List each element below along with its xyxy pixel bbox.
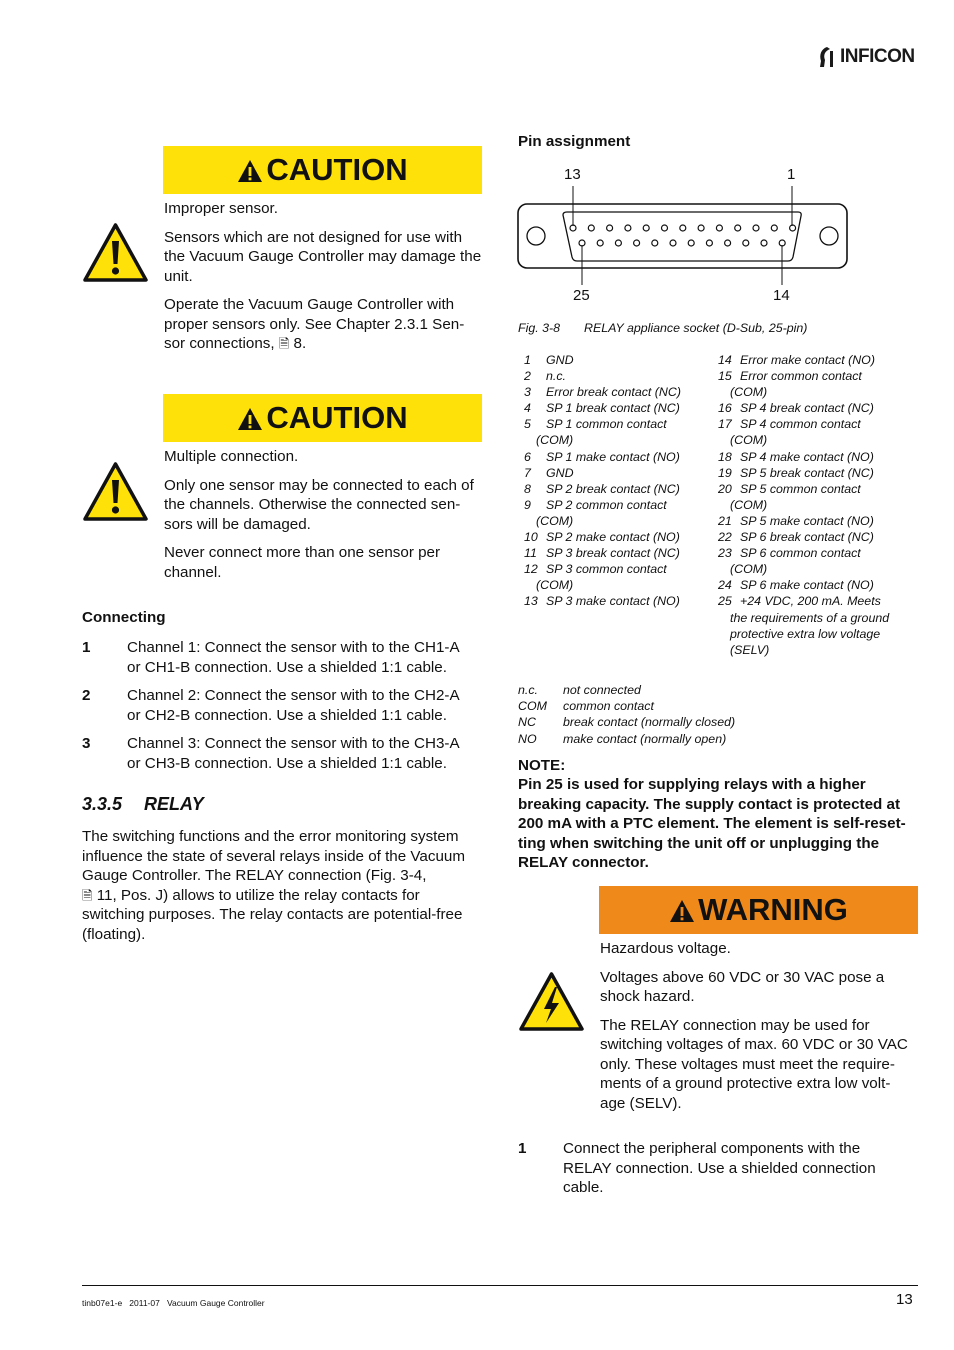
pin-list-left	[518, 352, 713, 610]
connector-pin	[615, 240, 621, 246]
connector-pin	[706, 240, 712, 246]
caution-1-title: Improper sensor.	[164, 200, 278, 217]
section-heading	[82, 794, 204, 815]
note-block: NOTE: Pin 25 is used for supplying relays with a higher breaking capacity. The supply contact is protected at 200 mA with a PTC element. The element is self-reset- ting when switching the unit off or unplugging the RELAY connector.	[518, 757, 906, 872]
pin-row: (COM)	[730, 433, 768, 448]
high-voltage-icon	[518, 971, 585, 1032]
connecting-step-3: 3 Channel 3: Connect the sensor with to the CH3-A or CH3-B connection. Use a shielded 1:1 cable.	[82, 735, 460, 772]
figure-caption	[518, 320, 807, 336]
connector-pin	[735, 225, 741, 231]
pin-label-13: 13	[564, 166, 581, 183]
warning-triangle-icon	[669, 899, 695, 923]
pin-row: 18 SP 4 make contact (NO)	[718, 449, 874, 464]
pin-row: the requirements of a ground	[730, 610, 890, 625]
pin-row: 19 SP 5 break contact (NC)	[718, 465, 874, 480]
pin-row: 3 Error break contact (NC)	[524, 385, 681, 400]
pin-row: 5 SP 1 common contact	[524, 417, 667, 432]
caution-banner-2	[163, 394, 482, 442]
pin-label-25: 25	[573, 287, 590, 304]
warning-triangle-icon	[237, 159, 263, 183]
section-number: 3.3.5	[82, 794, 123, 814]
connector-pin	[670, 240, 676, 246]
connector-pin	[634, 240, 640, 246]
caution-1-text	[164, 199, 484, 354]
page-ref-icon: 🗎	[278, 336, 290, 351]
pin-row: (SELV)	[730, 642, 770, 657]
connector-pin	[753, 225, 759, 231]
pin-label-14: 14	[773, 287, 790, 304]
connector-pin	[771, 225, 777, 231]
connector-pin	[597, 240, 603, 246]
pin-row: 16 SP 4 break contact (NC)	[718, 401, 874, 416]
footer-product: Vacuum Gauge Controller	[166, 1298, 265, 1308]
pin-row: 24 SP 6 make contact (NO)	[718, 578, 874, 593]
pin-assignment-heading: Pin assignment	[518, 133, 631, 150]
footer-date: 2011-07	[129, 1298, 160, 1308]
pin-row: 12 SP 3 common contact	[524, 562, 667, 577]
warning-banner	[599, 886, 918, 934]
connector-pin	[588, 225, 594, 231]
note-label: NOTE:	[518, 757, 566, 774]
connector-pin	[662, 225, 668, 231]
pin-row: 10 SP 2 make contact (NO)	[524, 530, 680, 545]
abbreviation-row: n.c. not connected	[518, 683, 641, 697]
connector-pin	[652, 240, 658, 246]
pin-row: 22 SP 6 break contact (NC)	[718, 530, 874, 545]
pin-row: 13 SP 3 make contact (NO)	[524, 594, 680, 609]
pin-row: 23 SP 6 common contact	[718, 546, 861, 561]
abbreviation-row: COM common contact	[518, 699, 654, 714]
connector-pin	[643, 225, 649, 231]
dsub25-connector-diagram	[515, 183, 851, 288]
caution-banner-1-label: CAUTION	[266, 152, 408, 187]
warning-title: Hazardous voltage.	[600, 940, 731, 957]
caution-symbol-icon	[82, 222, 149, 283]
caution-2-title: Multiple connection.	[164, 448, 299, 465]
warning-p2: The RELAY connection may be used for switching voltages of max. 60 VDC or 30 VAC only. These voltages must meet the require- ments of a ground protective extra low volt- age (SELV).	[600, 1016, 908, 1112]
caution-1-p1: Sensors which are not designed for use with the Vacuum Gauge Controller may damage the unit.	[164, 228, 482, 285]
connector-pin	[761, 240, 767, 246]
logo-icon	[818, 45, 838, 69]
pin-row: 21 SP 5 make contact (NO)	[718, 513, 874, 528]
pin-row: 25 +24 VDC, 200 mA. Meets	[718, 594, 881, 609]
page-number: 13	[896, 1291, 913, 1308]
pin-row: (COM)	[730, 385, 768, 400]
pin-row: (COM)	[536, 578, 574, 593]
connector-pin	[680, 225, 686, 231]
pin-row: 7 GND	[524, 465, 574, 480]
connecting-step-1: 1 Channel 1: Connect the sensor with to the CH1-A or CH1-B connection. Use a shielded 1:1 cable.	[82, 639, 460, 676]
connector-pin	[688, 240, 694, 246]
connector-pin	[743, 240, 749, 246]
pin-row: (COM)	[730, 497, 768, 512]
pin-row: 4 SP 1 break contact (NC)	[524, 401, 680, 416]
caution-2-p1: Only one sensor may be connected to each of the channels. Otherwise the connected sen- sors will be damaged.	[164, 476, 474, 533]
pin-row: 14 Error make contact (NO)	[718, 353, 875, 367]
pin-row: (COM)	[730, 562, 768, 577]
pin-row: 6 SP 1 make contact (NO)	[524, 449, 680, 464]
pin-label-1: 1	[787, 166, 796, 183]
pin-row: (COM)	[536, 433, 574, 448]
footer-doc: tinb07e1-e	[82, 1298, 123, 1308]
relay-description: The switching functions and the error monitoring system influence the state of several relays inside of the Vacuum Gauge Controller. The RELAY connection (Fig. 3-4, 🗎 11, Pos. J) allows to utilize the relay contacts for switching purposes. The relay contacts are potential-free (floating).	[82, 828, 465, 943]
caution-1-p2: Operate the Vacuum Gauge Controller with proper sensors only. See Chapter 2.3.1 Sen- sor connections, 🗎 8.	[164, 296, 465, 352]
final-step: 1 Connect the peripheral components with the RELAY connection. Use a shielded connection cable.	[518, 1140, 876, 1196]
pin-row: protective extra low voltage	[730, 626, 881, 641]
pin-row: 1 GND	[524, 353, 574, 367]
pin-row: 2 n.c.	[524, 369, 566, 384]
pin-row: 20 SP 5 common contact	[718, 481, 861, 496]
warning-p1: Voltages above 60 VDC or 30 VAC pose a shock hazard.	[600, 968, 885, 1005]
caution-2-text	[164, 447, 484, 582]
connecting-heading: Connecting	[82, 609, 166, 626]
pin-list-right	[712, 352, 912, 658]
abbreviation-row: NC break contact (normally closed)	[518, 715, 736, 730]
connector-pin	[607, 225, 613, 231]
section-title: RELAY	[144, 794, 204, 814]
pin-row: 9 SP 2 common contact	[524, 497, 667, 512]
caution-banner-1	[163, 146, 482, 194]
abbreviation-row: NO make contact (normally open)	[518, 731, 727, 746]
warning-banner-label: WARNING	[698, 892, 848, 927]
abbreviations-list	[518, 682, 818, 747]
connector-pin	[625, 225, 631, 231]
caution-2-p2: Never connect more than one sensor per channel.	[164, 544, 441, 581]
footer-rule	[82, 1285, 918, 1286]
pin-row: 15 Error common contact	[718, 369, 862, 384]
pin-row: 11 SP 3 break contact (NC)	[524, 546, 680, 561]
inficon-logo	[818, 44, 922, 70]
figure-number: Fig. 3-8	[518, 321, 561, 335]
pin-row: 17 SP 4 common contact	[718, 417, 861, 432]
connecting-step-2: 2 Channel 2: Connect the sensor with to the CH2-A or CH2-B connection. Use a shielded 1:1 cable.	[82, 687, 460, 724]
pin-row: (COM)	[536, 513, 574, 528]
connecting-steps	[82, 638, 492, 773]
pin-row: 8 SP 2 break contact (NC)	[524, 481, 680, 496]
connector-pin	[725, 240, 731, 246]
page-ref-icon: 🗎	[82, 887, 93, 903]
warning-triangle-icon	[237, 407, 263, 431]
figure-caption-text: RELAY appliance socket (D-Sub, 25-pin)	[584, 321, 808, 335]
warning-text	[600, 939, 920, 1113]
page-ref-link[interactable]: 8.	[293, 335, 307, 352]
caution-banner-2-label: CAUTION	[266, 400, 408, 435]
connector-pin	[698, 225, 704, 231]
logo-text: INFICON	[840, 46, 915, 67]
connector-pin	[790, 225, 796, 231]
connector-pin	[716, 225, 722, 231]
caution-symbol-icon	[82, 461, 149, 522]
footer-info	[82, 1298, 265, 1308]
